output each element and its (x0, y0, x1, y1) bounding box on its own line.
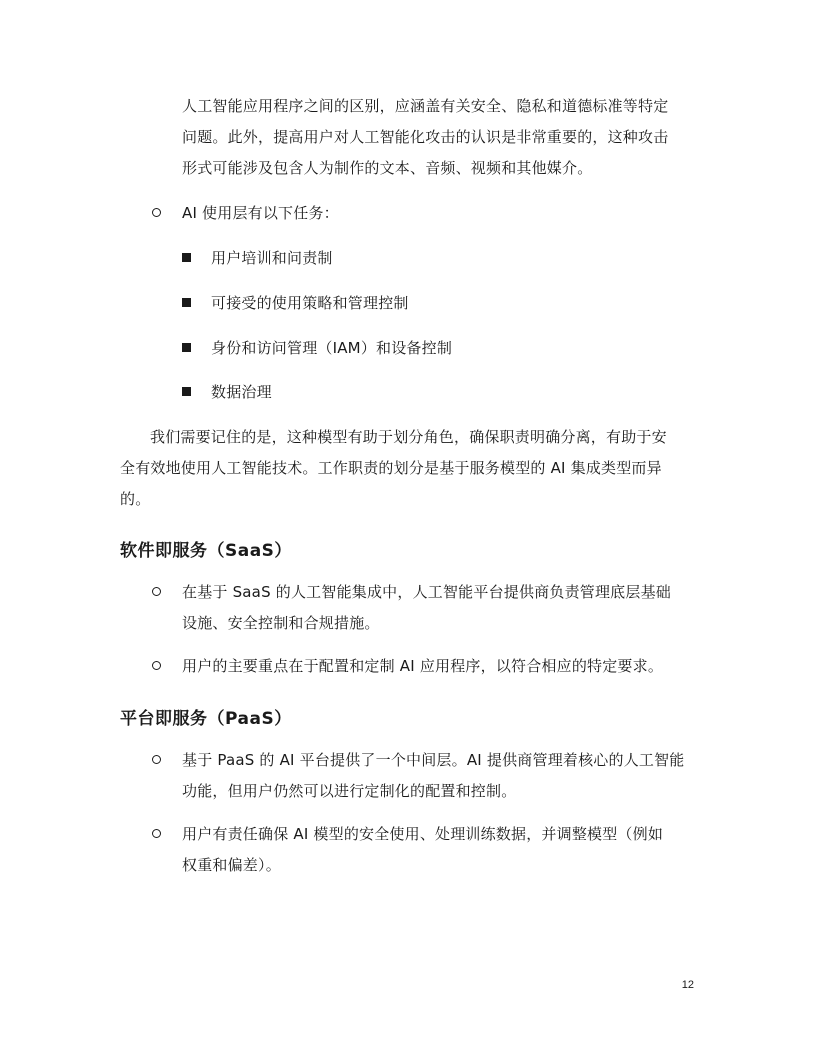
saas-bullet-2-line-1: 用户的主要重点在于配置和定制 AI 应用程序，以符合相应的特定要求。 (182, 657, 664, 675)
circle-bullet-icon (152, 208, 161, 217)
summary-line-2: 全有效地使用人工智能技术。工作职责的划分是基于服务模型的 AI 集成类型而异 (120, 459, 662, 477)
paas-bullet-2-line-1: 用户有责任确保 AI 模型的安全使用、处理训练数据，并调整模型（例如 (182, 825, 664, 843)
paas-bullet-1-line-2: 功能，但用户仍然可以进行定制化的配置和控制。 (182, 782, 517, 800)
task-item-4: 数据治理 (211, 383, 272, 401)
square-bullet-icon (182, 298, 191, 307)
square-bullet-icon (182, 253, 191, 262)
ai-usage-bullet-text: AI 使用层有以下任务： (182, 204, 339, 222)
circle-bullet-icon (152, 755, 161, 764)
square-bullet-icon (182, 343, 191, 352)
paas-bullet-1-line-1: 基于 PaaS 的 AI 平台提供了一个中间层。AI 提供商管理着核心的人工智能 (182, 751, 685, 769)
circle-bullet-icon (152, 829, 161, 838)
saas-bullet-1-line-1: 在基于 SaaS 的人工智能集成中，人工智能平台提供商负责管理底层基础 (182, 583, 671, 601)
intro-line-3: 形式可能涉及包含人为制作的文本、音频、视频和其他媒介。 (182, 159, 593, 177)
paas-heading: 平台即服务（PaaS） (120, 709, 292, 729)
page-number: 12 (681, 979, 694, 991)
circle-bullet-icon (152, 661, 161, 670)
summary-line-3: 的。 (120, 490, 151, 508)
circle-bullet-icon (152, 587, 161, 596)
task-item-2: 可接受的使用策略和管理控制 (211, 294, 409, 312)
square-bullet-icon (182, 387, 191, 396)
task-item-3: 身份和访问管理（IAM）和设备控制 (211, 339, 453, 357)
paas-bullet-2-line-2: 权重和偏差）。 (182, 856, 281, 874)
saas-bullet-1-line-2: 设施、安全控制和合规措施。 (182, 614, 380, 632)
summary-line-1: 我们需要记住的是，这种模型有助于划分角色，确保职责明确分离，有助于安 (150, 428, 667, 446)
intro-line-2: 问题。此外，提高用户对人工智能化攻击的认识是非常重要的，这种攻击 (182, 128, 669, 146)
task-item-1: 用户培训和问责制 (211, 249, 333, 267)
saas-heading: 软件即服务（SaaS） (120, 541, 292, 561)
intro-line-1: 人工智能应用程序之间的区别，应涵盖有关安全、隐私和道德标准等特定 (182, 97, 669, 115)
